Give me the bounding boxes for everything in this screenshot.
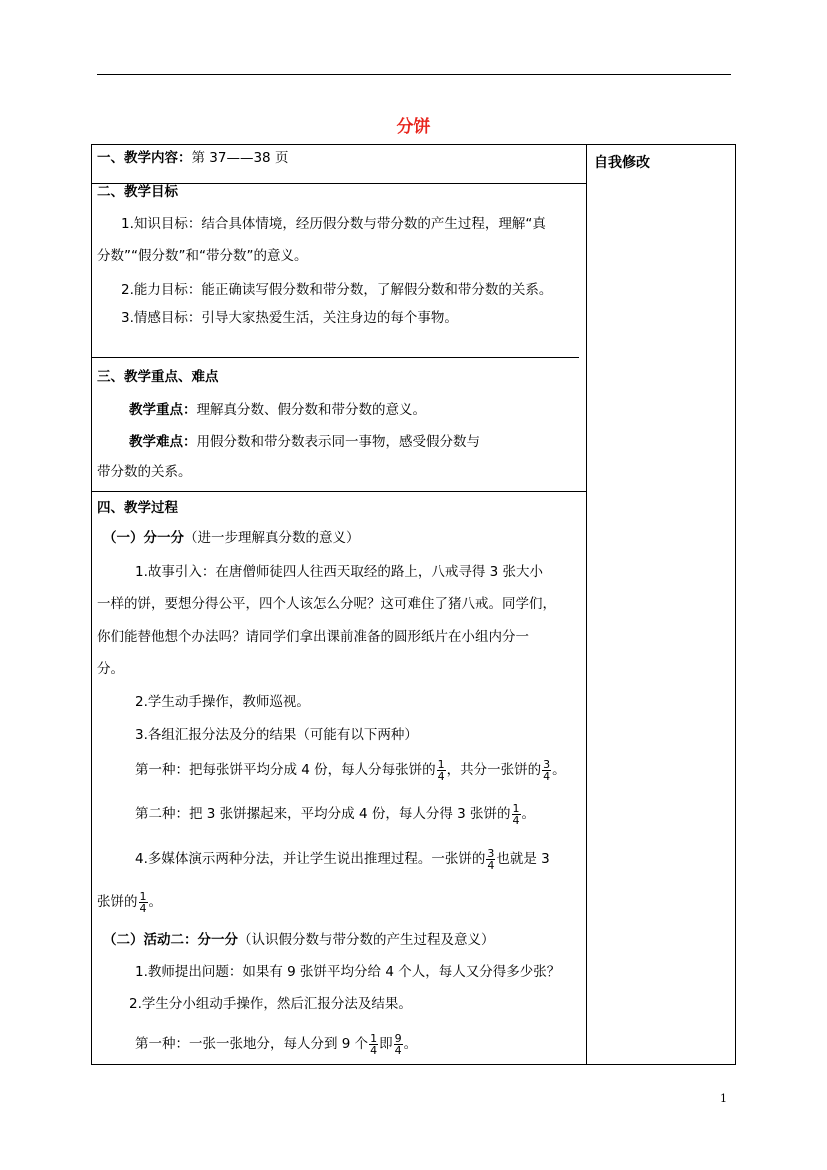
multimedia-text: 4.多媒体演示两种分法，并让学生说出推理过程。一张饼的 bbox=[135, 851, 486, 867]
fraction-denominator: 4 bbox=[394, 1043, 402, 1057]
fraction-one-quarter bbox=[437, 759, 446, 782]
part-one-title: （一）分一分 bbox=[103, 530, 184, 546]
method-one-end: 。 bbox=[552, 762, 566, 778]
difficult-point bbox=[129, 436, 480, 450]
fraction-denominator: 4 bbox=[437, 769, 445, 783]
fraction-numerator: 1 bbox=[370, 1031, 378, 1045]
way-one-text-2: 即 bbox=[379, 1036, 393, 1052]
row-divider-2 bbox=[91, 357, 579, 358]
multimedia-text-2: 也就是 3 bbox=[496, 851, 550, 867]
multimedia-end: 。 bbox=[148, 894, 162, 910]
fraction-numerator: 1 bbox=[139, 889, 147, 903]
section-goals-heading: 二、教学目标 bbox=[97, 184, 178, 200]
method-two-text: 第二种：把 3 张饼摞起来，平均分成 4 份，每人分得 3 张饼的 bbox=[135, 806, 511, 822]
part-two-title: （二）活动二：分一分 bbox=[103, 932, 238, 948]
difficult-point-text-cont: 带分数的关系。 bbox=[97, 464, 192, 480]
key-point-label: 教学重点： bbox=[129, 402, 197, 418]
multimedia-text-3: 张饼的 bbox=[97, 894, 138, 910]
goal-knowledge-line1: 1.知识目标：结合具体情境，经历假分数与带分数的产生过程，理解“真 bbox=[121, 216, 546, 232]
section-content-value: 第 37——38 页 bbox=[191, 150, 289, 166]
teacher-question: 1.教师提出问题：如果有 9 张饼平均分给 4 个人，每人又分得多少张？ bbox=[135, 964, 561, 980]
group-operation: 2.学生分小组动手操作，然后汇报分法及结果。 bbox=[129, 996, 412, 1012]
fraction-three-quarters bbox=[542, 759, 551, 782]
fraction-three-quarters bbox=[486, 848, 495, 871]
part-one-note: （进一步理解真分数的意义） bbox=[184, 530, 360, 546]
key-point-text: 理解真分数、假分数和带分数的意义。 bbox=[196, 402, 426, 418]
section-content bbox=[97, 152, 288, 166]
fraction-one-quarter bbox=[369, 1033, 378, 1056]
fraction-one-quarter bbox=[512, 803, 521, 826]
self-revision-header: 自我修改 bbox=[594, 155, 650, 171]
method-two-end: 。 bbox=[521, 806, 536, 822]
key-point bbox=[129, 404, 426, 418]
goal-emotion: 3.情感目标：引导大家热爱生活，关注身边的每个事物。 bbox=[121, 310, 458, 326]
fraction-numerator: 9 bbox=[394, 1031, 402, 1045]
part-one-heading bbox=[103, 532, 360, 546]
story-line2: 一样的饼，要想分得公平，四个人该怎么分呢？这可难住了猪八戒。同学们， bbox=[97, 596, 556, 612]
part-two-heading bbox=[103, 934, 495, 948]
goal-ability: 2.能力目标：能正确读写假分数和带分数，了解假分数和带分数的关系。 bbox=[121, 282, 553, 298]
fraction-numerator: 1 bbox=[512, 801, 520, 815]
fraction-numerator: 3 bbox=[543, 757, 551, 771]
part-two-note: （认识假分数与带分数的产生过程及意义） bbox=[238, 932, 495, 948]
fraction-nine-quarters bbox=[394, 1033, 403, 1056]
column-divider bbox=[586, 144, 587, 1065]
multimedia-line1 bbox=[135, 847, 550, 871]
story-line4: 分。 bbox=[97, 661, 124, 677]
method-one bbox=[135, 758, 566, 782]
way-one-text: 第一种：一张一张地分，每人分到 9 个 bbox=[135, 1036, 369, 1052]
method-two bbox=[135, 802, 535, 826]
section-process-heading: 四、教学过程 bbox=[97, 500, 178, 516]
fraction-numerator: 1 bbox=[437, 757, 445, 771]
fraction-denominator: 4 bbox=[512, 813, 520, 827]
step-hands-on: 2.学生动手操作，教师巡视。 bbox=[135, 694, 310, 710]
method-one-text-2: ，共分一张饼的 bbox=[446, 762, 542, 778]
story-line3: 你们能替他想个办法吗？请同学们拿出课前准备的圆形纸片在小组内分一 bbox=[97, 629, 529, 645]
fraction-numerator: 3 bbox=[487, 846, 495, 860]
page-number: 1 bbox=[720, 1092, 727, 1105]
story-line1: 1.故事引入：在唐僧师徒四人往西天取经的路上，八戒寻得 3 张大小 bbox=[135, 564, 544, 580]
fraction-denominator: 4 bbox=[139, 901, 147, 915]
fraction-one-quarter bbox=[139, 891, 148, 914]
section-content-heading: 一、教学内容： bbox=[97, 150, 192, 166]
section-key-points-heading: 三、教学重点、难点 bbox=[97, 369, 219, 385]
header-rule bbox=[97, 74, 731, 75]
row-divider-3 bbox=[91, 491, 586, 492]
difficult-point-text: 用假分数和带分数表示同一事物，感受假分数与 bbox=[196, 434, 480, 450]
page-title: 分饼 bbox=[396, 117, 431, 137]
way-one-end: 。 bbox=[403, 1036, 418, 1052]
multimedia-line2 bbox=[97, 890, 162, 914]
fraction-denominator: 4 bbox=[487, 858, 495, 872]
goal-knowledge-line2: 分数”“假分数”和“带分数”的意义。 bbox=[97, 248, 308, 264]
difficult-point-label: 教学难点： bbox=[129, 434, 197, 450]
step-report: 3.各组汇报分法及分的结果（可能有以下两种） bbox=[135, 727, 418, 743]
fraction-denominator: 4 bbox=[370, 1043, 378, 1057]
method-one-text: 第一种：把每张饼平均分成 4 份，每人分每张饼的 bbox=[135, 762, 436, 778]
fraction-denominator: 4 bbox=[543, 769, 551, 783]
way-one bbox=[135, 1032, 417, 1056]
